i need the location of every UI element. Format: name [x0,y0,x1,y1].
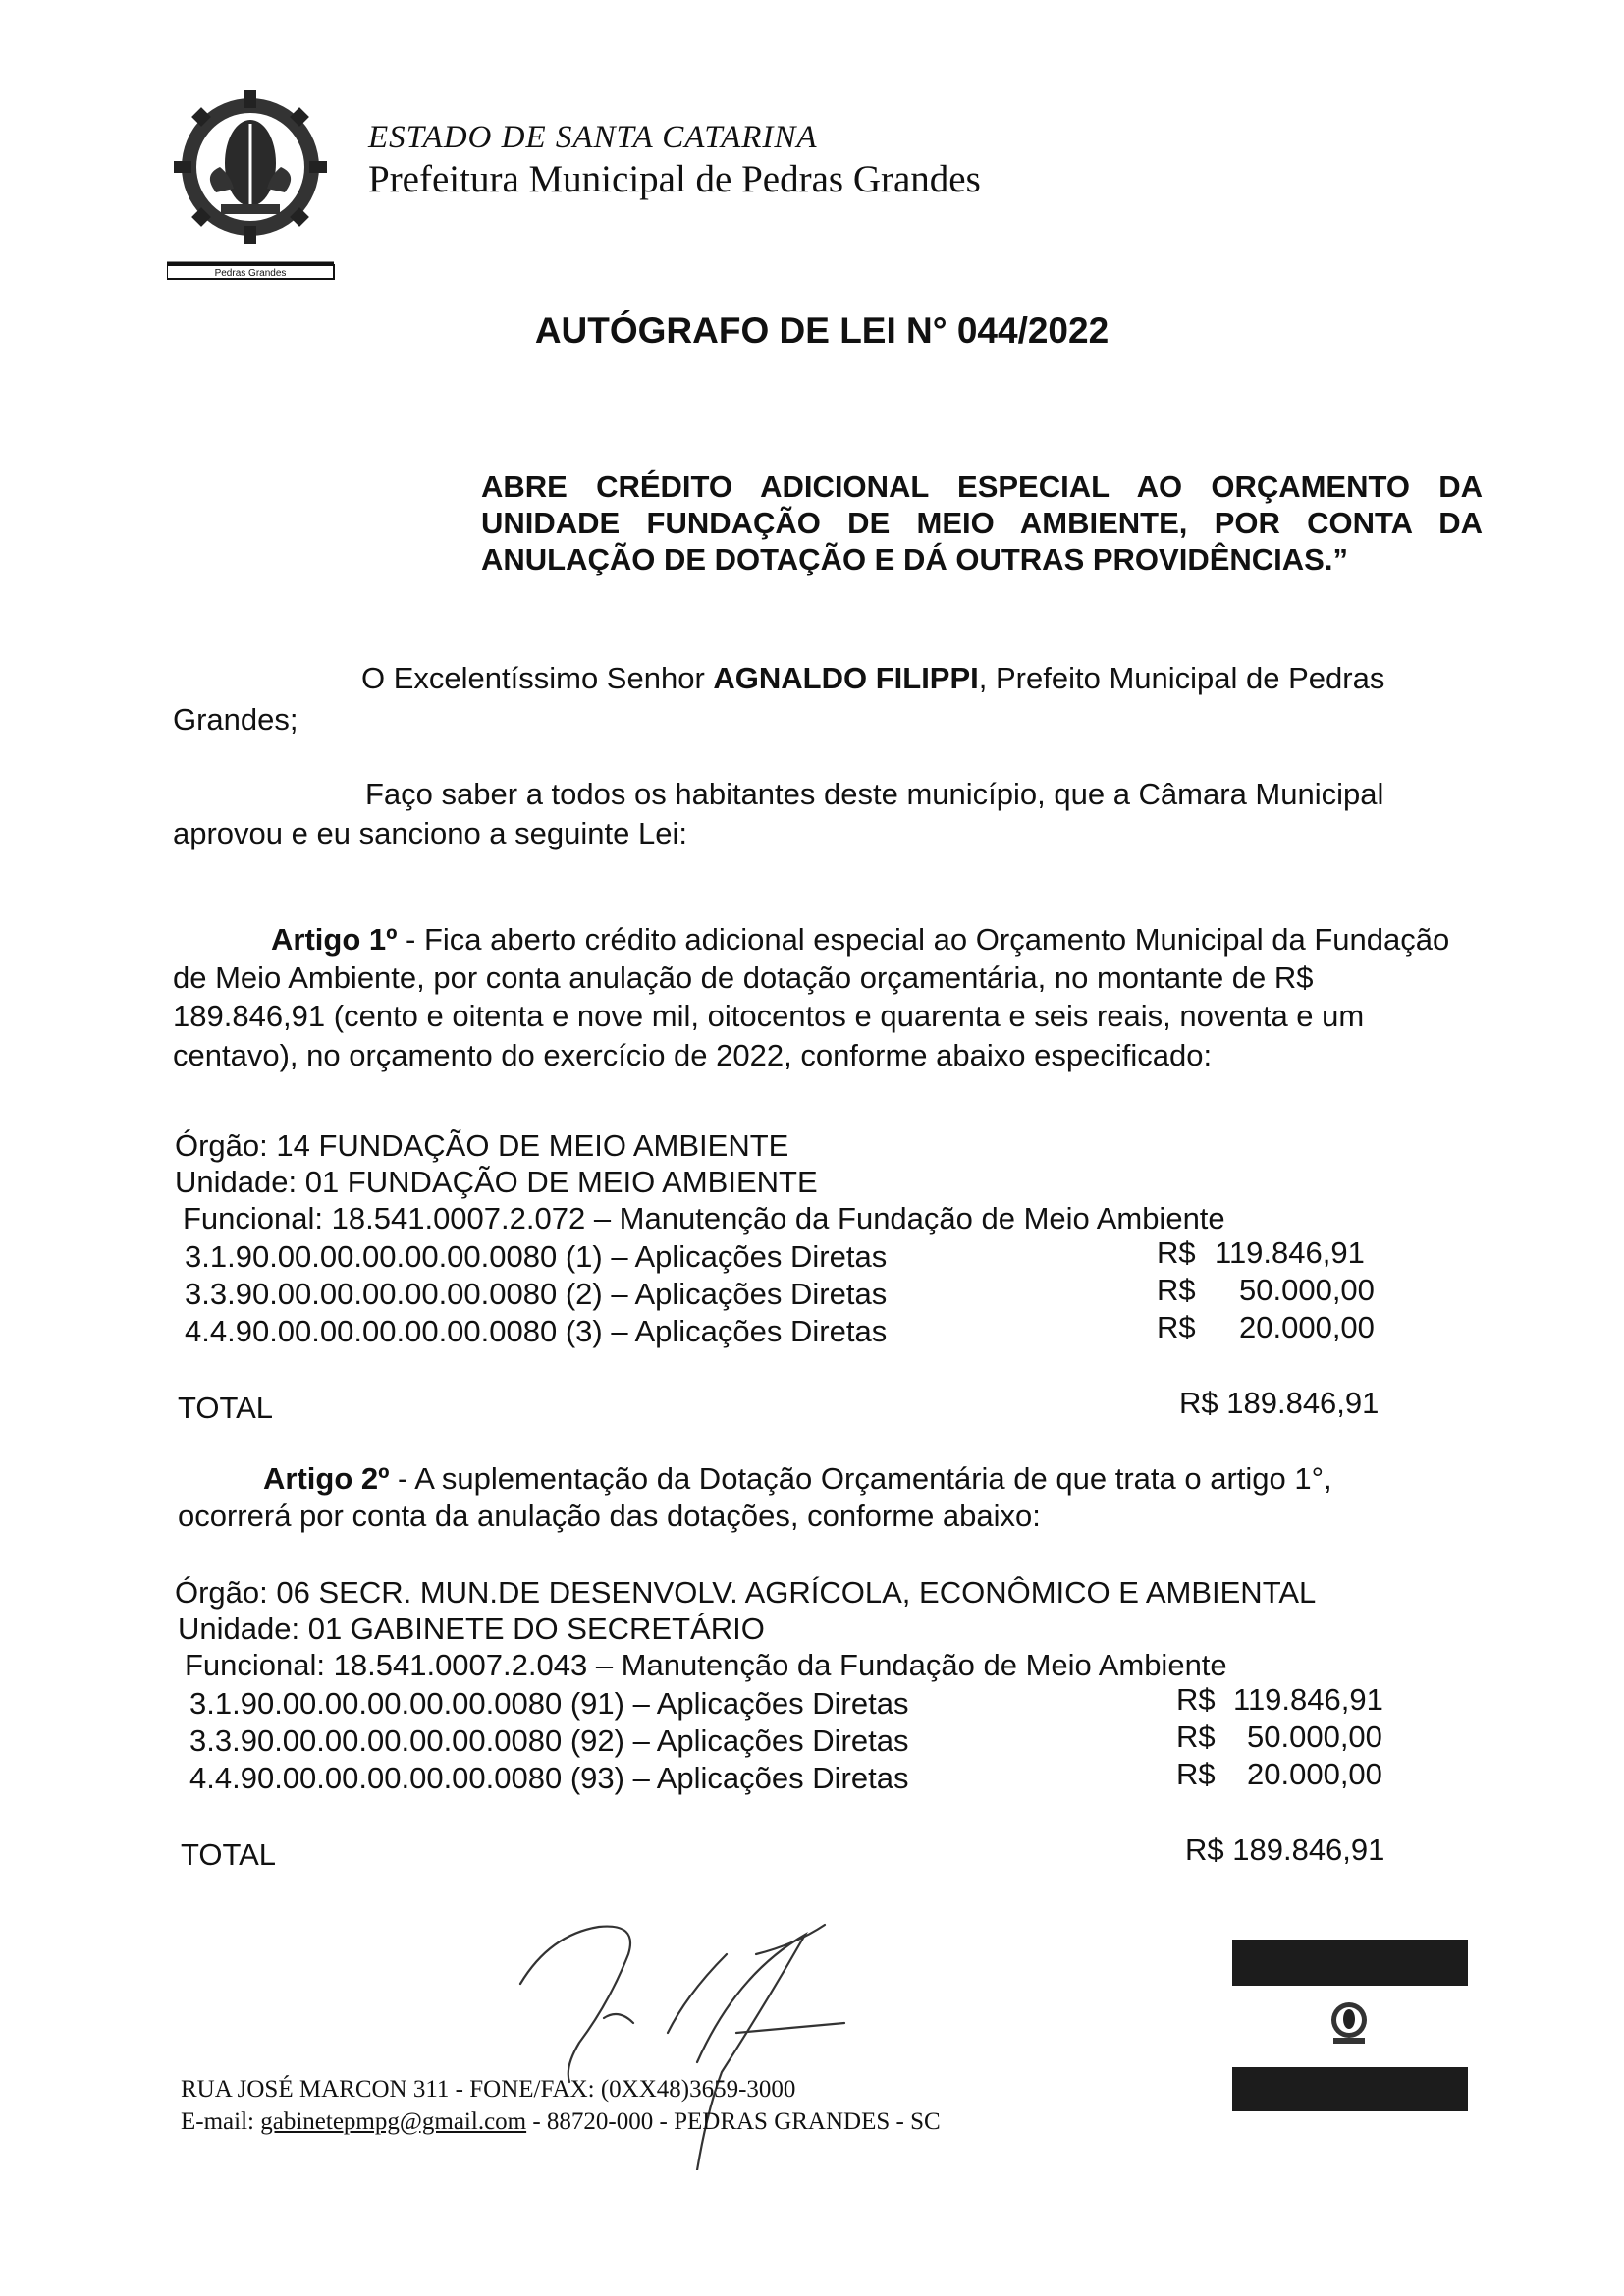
state-name: ESTADO DE SANTA CATARINA [368,120,818,155]
stamp-crest-icon [1326,1998,1373,2046]
article1-item-code: 4.4.90.00.00.00.00.00.0080 (3) – Aplicações Diretas [185,1314,888,1348]
stamp-top-band [1232,1940,1468,1986]
article1-item-currency: R$ [1157,1273,1196,1307]
prefecture-name: Prefeitura Municipal de Pedras Grandes [368,158,981,200]
announce-line-2: aprovou e eu sanciono a seguinte Lei: [173,816,687,850]
official-stamp [1232,1940,1468,2111]
article1-item-currency: R$ [1157,1310,1196,1344]
article2-label: Artigo 2º [263,1461,390,1496]
footer-address: RUA JOSÉ MARCON 311 - FONE/FAX: (0XX48)3659-3000 [181,2076,796,2103]
intro-prefix: O Excelentíssimo Senhor [361,661,705,695]
article2-text-1: - A suplementação da Dotação Orçamentária de que trata o artigo 1°, [389,1461,1332,1496]
article1-line-4: centavo), no orçamento do exercício de 2022, conforme abaixo especificado: [173,1038,1213,1072]
article1-item-amount: 50.000,00 [1239,1273,1375,1307]
article2-unidade: Unidade: 01 GABINETE DO SECRETÁRIO [178,1612,765,1646]
article2-item-code: 3.3.90.00.00.00.00.00.0080 (92) – Aplicações Diretas [189,1723,909,1758]
crest-text: Pedras Grandes [214,268,287,279]
footer-email-link[interactable]: gabinetepmpg@gmail.com [260,2108,527,2135]
article2-total-value: R$ 189.846,91 [1185,1832,1385,1867]
law-subject: ABRE CRÉDITO ADICIONAL ESPECIAL AO ORÇAMENTO DA UNIDADE FUNDAÇÃO DE MEIO AMBIENTE, POR CONTA DA ANULAÇÃO DE DOTAÇÃO E DÁ OUTRAS PROVIDÊNCIAS.” [481,469,1483,576]
article1-line-1 [271,921,1449,957]
article2-line-2: ocorrerá por conta da anulação das dotações, conforme abaixo: [178,1499,1041,1533]
mayor-name: AGNALDO FILIPPI [713,661,979,695]
article1-orgao: Órgão: 14 FUNDAÇÃO DE MEIO AMBIENTE [175,1128,789,1163]
article1-line-2: de Meio Ambiente, por conta anulação de dotação orçamentária, no montante de R$ [173,960,1314,995]
article1-total-label: TOTAL [178,1391,274,1425]
municipal-crest-logo [167,90,344,292]
intro-suffix: , Prefeito Municipal de Pedras [978,661,1385,695]
article2-line-1 [263,1460,1332,1497]
footer-email-suffix: - 88720-000 - PEDRAS GRANDES - SC [526,2108,941,2135]
article1-item-code: 3.3.90.00.00.00.00.00.0080 (2) – Aplicações Diretas [185,1277,888,1311]
announce-line-1: Faço saber a todos os habitantes deste município, que a Câmara Municipal [365,777,1384,811]
article2-orgao: Órgão: 06 SECR. MUN.DE DESENVOLV. AGRÍCOLA, ECONÔMICO E AMBIENTAL [175,1575,1317,1610]
article1-unidade: Unidade: 01 FUNDAÇÃO DE MEIO AMBIENTE [175,1165,818,1199]
footer-contact [181,2108,941,2136]
footer-email-label: E-mail: [181,2108,261,2135]
stamp-bottom-band [1232,2067,1468,2111]
article2-total-label: TOTAL [181,1837,277,1872]
article1-line-3: 189.846,91 (cento e oitenta e nove mil, oitocentos e quarenta e seis reais, noventa e um [173,999,1365,1033]
article2-item-currency: R$ [1176,1682,1216,1717]
article2-item-amount: 119.846,91 [1233,1682,1383,1717]
article2-item-amount: 50.000,00 [1247,1720,1382,1754]
article2-funcional: Funcional: 18.541.0007.2.043 – Manutenção da Fundação de Meio Ambiente [185,1648,1227,1682]
article1-funcional: Funcional: 18.541.0007.2.072 – Manutenção da Fundação de Meio Ambiente [183,1201,1225,1235]
article2-item-code: 4.4.90.00.00.00.00.00.0080 (93) – Aplicações Diretas [189,1761,909,1795]
article2-item-amount: 20.000,00 [1247,1757,1382,1791]
article1-item-amount: 119.846,91 [1215,1235,1365,1270]
article2-item-code: 3.1.90.00.00.00.00.00.0080 (91) – Aplicações Diretas [189,1686,909,1721]
article1-text-1: - Fica aberto crédito adicional especial ao Orçamento Municipal da Fundação [397,922,1450,957]
article2-item-currency: R$ [1176,1720,1216,1754]
article1-label: Artigo 1º [271,922,398,957]
article1-total-value: R$ 189.846,91 [1179,1386,1380,1420]
article1-item-amount: 20.000,00 [1239,1310,1375,1344]
article2-item-currency: R$ [1176,1757,1216,1791]
article1-item-code: 3.1.90.00.00.00.00.00.0080 (1) – Aplicações Diretas [185,1239,888,1274]
document-title: AUTÓGRAFO DE LEI N° 044/2022 [534,310,1110,351]
article1-item-currency: R$ [1157,1235,1196,1270]
intro-line-2: Grandes; [173,702,298,737]
intro-line-1 [361,660,1384,696]
